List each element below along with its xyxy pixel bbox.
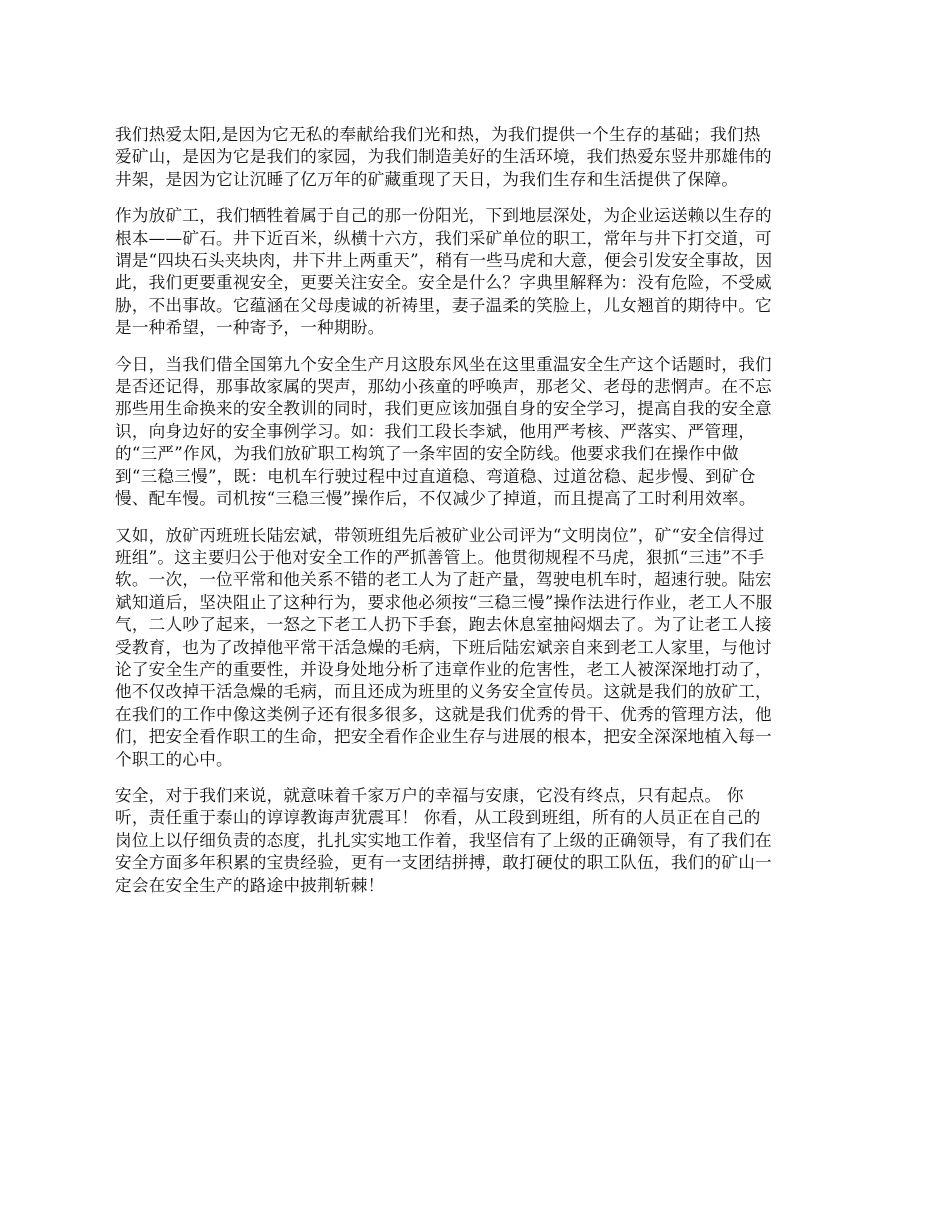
text-line: 安全，对于我们来说，就意味着千家万户的幸福与安康，它没有终点，只有起点。 你 — [115, 785, 744, 805]
text-line: 此，我们更要重视安全，更要关注安全。安全是什么？字典里解释为：没有危险，不受威 — [115, 273, 772, 293]
paragraph-2 — [115, 205, 840, 339]
text-line: 听，责任重于泰山的谆谆教诲声犹震耳！ 你看，从工段到班组，所有的人员正在自己的 — [115, 808, 761, 828]
text-line: 受教育，也为了改掉他平常干活急燥的毛病，下班后陆宏斌亲自来到老工人家里，与他讨 — [115, 637, 772, 657]
text-line: 胁，不出事故。它蕴涵在父母虔诚的祈祷里，妻子温柔的笑脸上，儿女翘首的期待中。它 — [115, 295, 772, 315]
text-line: 我们热爱太阳,是因为它无私的奉献给我们光和热，为我们提供一个生存的基础；我们热 — [115, 125, 761, 144]
text-line: 那些用生命换来的安全教训的同时，我们更应该加强自身的安全学习，提高自我的安全意 — [115, 399, 772, 419]
text-line: 在我们的工作中像这类例子还有很多很多，这就是我们优秀的骨干、优秀的管理方法，他 — [115, 704, 772, 724]
text-line: 岗位上以仔细负责的态度，扎扎实实地工作着，我坚信有了上级的正确领导，有了我们在 — [115, 830, 772, 850]
text-line: 是一种希望，一种寄予，一种期盼。 — [115, 318, 385, 338]
text-line: 个职工的心中。 — [115, 749, 233, 769]
document-body — [115, 124, 840, 911]
text-line: 井架，是因为它让沉睡了亿万年的矿藏重现了天日，为我们生存和生活提供了保障。 — [115, 169, 739, 189]
text-line: 识，向身边好的安全事例学习。如：我们工段长李斌，他用严考核、严落实、严管理， — [115, 421, 756, 441]
text-line: 又如，放矿丙班班长陆宏斌，带领班组先后被矿业公司评为“文明岗位”，矿“安全信得过 — [115, 525, 765, 545]
text-line: 慢、配车慢。司机按“三稳三慢”操作后，不仅减少了掉道，而且提高了工时利用效率。 — [115, 489, 756, 509]
text-line: 软。一次，一位平常和他关系不错的老工人为了赶产量，驾驶电机车时，超速行驶。陆宏 — [115, 570, 772, 590]
paragraph-1 — [115, 124, 840, 191]
text-line: 他不仅改掉干活急燥的毛病，而且还成为班里的义务安全宣传员。这就是我们的放矿工， — [115, 682, 772, 702]
text-line: 是否还记得，那事故家属的哭声，那幼小孩童的呼唤声，那老父、老母的悲惘声。在不忘 — [115, 377, 772, 397]
paragraph-4 — [115, 525, 840, 771]
text-line: 论了安全生产的重要性，并设身处地分析了违章作业的危害性，老工人被深深地打动了， — [115, 659, 772, 679]
text-line: 作为放矿工，我们牺牲着属于自己的那一份阳光，下到地层深处，为企业运送赖以生存的 — [115, 206, 772, 226]
text-line: 爱矿山，是因为它是我们的家园，为我们制造美好的生活环境，我们热爱东竖井那雄伟的 — [115, 147, 772, 167]
text-line: 斌知道后，坚决阻止了这种行为，要求他必须按“三稳三慢”操作法进行作业，老工人不服 — [115, 592, 773, 612]
text-line: 到“三稳三慢”，既：电机车行驶过程中过直道稳、弯道稳、过道岔稳、起步慢、到矿仓 — [115, 466, 756, 486]
paragraph-5 — [115, 785, 840, 897]
text-line: 今日，当我们借全国第九个安全生产月这股东风坐在这里重温安全生产这个话题时，我们 — [115, 354, 772, 374]
text-line: 定会在安全生产的路途中披荆斩棘！ — [115, 875, 385, 895]
text-line: 班组”。这主要归公于他对安全工作的严抓善管上。他贯彻规程不马虎，狠抓“三违”不手 — [115, 547, 765, 567]
text-line: 气，二人吵了起来，一怒之下老工人扔下手套，跑去休息室抽闷烟去了。为了让老工人接 — [115, 615, 772, 635]
paragraph-3 — [115, 354, 840, 511]
text-line: 的“三严”作风，为我们放矿职工构筑了一条牢固的安全防线。他要求我们在操作中做 — [115, 444, 739, 464]
text-line: 根本——矿石。井下近百米，纵横十六方，我们采矿单位的职工，常年与井下打交道，可 — [115, 228, 772, 248]
text-line: 谓是“四块石头夹块肉，井下井上两重天”，稍有一些马虎和大意，便会引发安全事故，因 — [115, 251, 773, 271]
text-line: 安全方面多年积累的宝贵经验，更有一支团结拼搏，敢打硬仗的职工队伍，我们的矿山一 — [115, 853, 772, 873]
text-line: 们，把安全看作职工的生命，把安全看作企业生存与进展的根本，把安全深深地植入每一 — [115, 727, 772, 747]
